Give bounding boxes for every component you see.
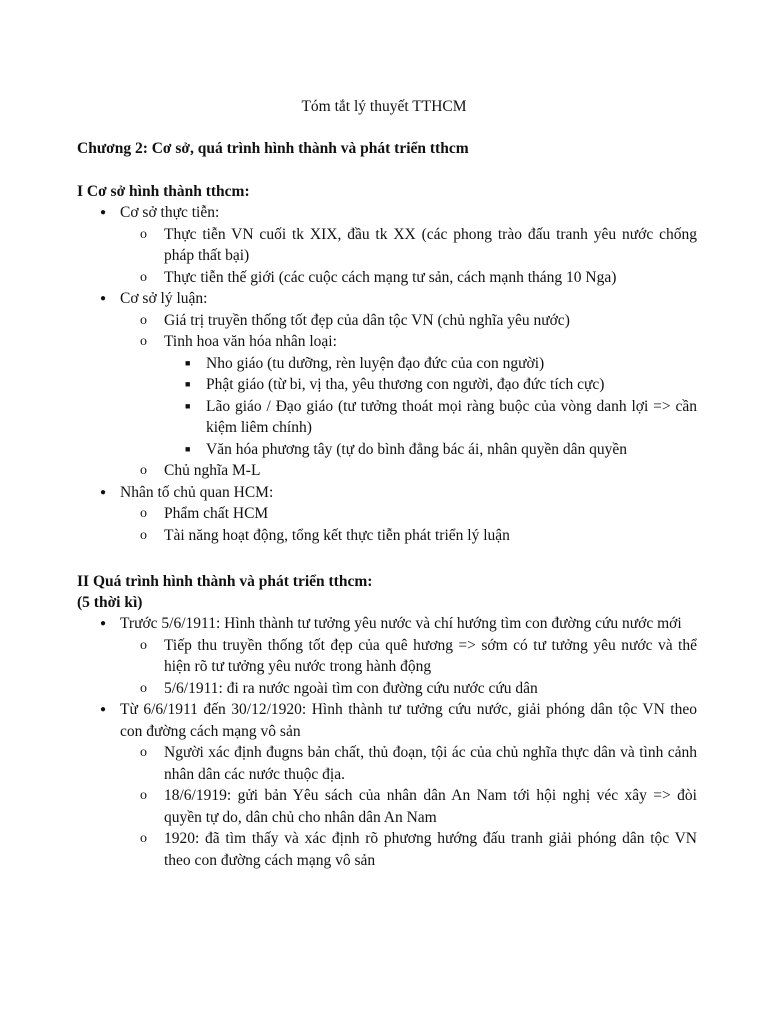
list-item: o Tinh hoa văn hóa nhân loại: [77,331,697,353]
bullet-icon: ● [100,618,107,629]
section-heading: I Cơ sở hình thành tthcm: [77,183,250,200]
bullet-icon: ● [100,486,107,498]
list-item: o Chủ nghĩa M-L [77,460,697,482]
circle-bullet-icon: o [140,637,147,653]
list-item: o Thực tiễn thế giới (các cuộc cách mạng tư sản, cách mạnh tháng 10 Nga) [77,267,697,289]
square-bullet-icon: ■ [185,443,191,454]
section1-list [77,202,697,546]
bullet-icon: ● [100,704,107,715]
circle-bullet-icon: o [140,334,147,349]
list-item: ● Cơ sở lý luận: [77,288,697,310]
list-item: o Thực tiễn VN cuối tk XIX, đầu tk XX (các phong trào đấu tranh yêu nước chống pháp thất bại) [140,225,697,264]
square-bullet-icon: ■ [185,400,191,411]
list-item: ● Trước 5/6/1911: Hình thành tư tưởng yêu nước và chí hướng tìm con đường cứu nước mới [77,613,697,635]
circle-bullet-icon: o [140,312,147,328]
list-item: o Tiếp thu truyền thống tốt đẹp của quê hương => sớm có tư tưởng yêu nước và thể hiện rõ tư tưởng yêu nước trong hành động [140,636,697,675]
list-item: o Người xác định đugns bản chất, thủ đoạn, tội ác của chủ nghĩa thực dân và tình cảnh nhân dân các nước thuộc địa. [140,744,697,783]
circle-bullet-icon: o [140,527,147,543]
circle-bullet-icon: o [140,226,147,242]
list-item: ● Nhân tố chủ quan HCM: [77,482,697,504]
section-subheading: (5 thời kì) [77,594,143,611]
circle-bullet-icon: o [140,831,147,846]
circle-bullet-icon: o [140,745,147,760]
list-item: o Giá trị truyền thống tốt đẹp của dân tộc VN (chủ nghĩa yêu nước) [77,310,697,332]
list-item: o 18/6/1919: gửi bản Yêu sách của nhân dân An Nam tới hội nghị véc xây => đòi quyền tự do, dân chủ cho nhân dân An Nam [140,787,697,826]
circle-bullet-icon: o [140,680,147,696]
bullet-icon: ● [100,293,107,304]
list-item: o 1920: đã tìm thấy và xác định rõ phương hướng đấu tranh giải phóng dân tộc VN theo con đường cách mạng vô sản [140,830,697,869]
circle-bullet-icon: o [140,506,147,521]
list-item: ● Cơ sở thực tiễn: [77,202,697,224]
square-bullet-icon: ■ [185,357,191,368]
bullet-icon: ● [100,207,107,218]
list-item: ■ Nho giáo (tu dưỡng, rèn luyện đạo đức của con người) [77,353,697,375]
list-item: ● Từ 6/6/1911 đến 30/12/1920: Hình thành tư tưởng cứu nước, giải phóng dân tộc VN theo con đường cách mạng vô sản [100,701,697,740]
list-item: o 5/6/1911: đi ra nước ngoài tìm con đường cứu nước cứu dân [77,678,697,700]
list-item: ■ Lão giáo / Đạo giáo (tư tưởng thoát mọi ràng buộc của vòng danh lợi => cần kiệm liêm chính) [185,397,697,436]
chapter-heading: Chương 2: Cơ sở, quá trình hình thành và phát triển tthcm [77,140,469,157]
section2-list [77,613,697,871]
circle-bullet-icon: o [140,788,147,803]
list-item: o Tài năng hoạt động, tổng kết thực tiễn phát triển lý luận [77,525,697,547]
square-bullet-icon: ■ [185,379,191,389]
list-item: ■ Văn hóa phương tây (tự do bình đẳng bác ái, nhân quyền dân quyền [77,439,697,461]
list-item: ■ Phật giáo (từ bi, vị tha, yêu thương con người, đạo đức tích cực) [77,374,697,396]
document-title: Tóm tắt lý thuyết TTHCM [301,98,467,115]
section-heading: II Quá trình hình thành và phát triển tthcm: [77,573,373,590]
circle-bullet-icon: o [140,463,147,478]
list-item: o Phẩm chất HCM [77,503,697,525]
circle-bullet-icon: o [140,269,147,285]
